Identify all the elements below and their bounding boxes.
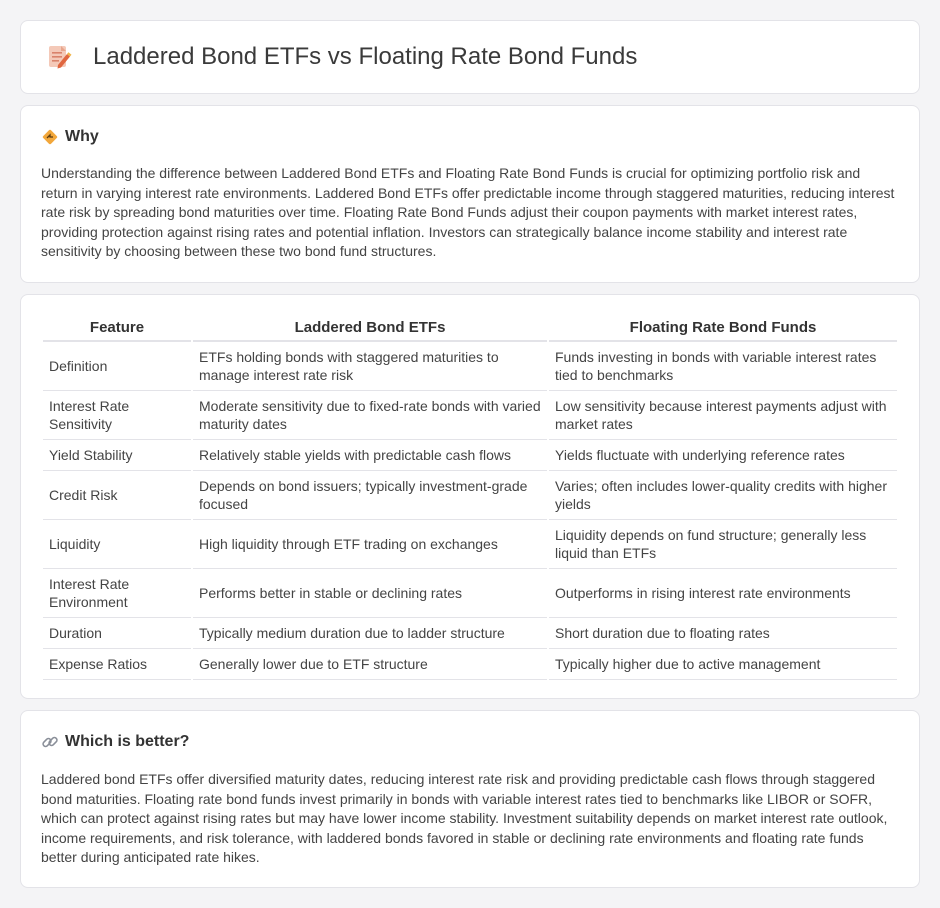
table-cell: Short duration due to floating rates xyxy=(549,618,897,649)
table-row xyxy=(43,342,897,391)
why-section xyxy=(20,105,920,283)
diamond-sign-icon xyxy=(41,128,59,146)
table-cell: Yield Stability xyxy=(43,440,191,471)
table-cell: Low sensitivity because interest payments adjust with market rates xyxy=(549,391,897,440)
table-cell: Relatively stable yields with predictable cash flows xyxy=(193,440,547,471)
comparison-table xyxy=(41,315,899,680)
column-header: Laddered Bond ETFs xyxy=(193,315,547,342)
which-is-better-section xyxy=(20,710,920,888)
table-cell: Typically medium duration due to ladder structure xyxy=(193,618,547,649)
table-row xyxy=(43,440,897,471)
table-cell: Depends on bond issuers; typically investment-grade focused xyxy=(193,471,547,520)
table-cell: Performs better in stable or declining rates xyxy=(193,569,547,618)
why-text: Understanding the difference between Laddered Bond ETFs and Floating Rate Bond Funds is crucial for optimizing portfolio risk and return in varying interest rate environments. Laddered Bond ETFs offer predictable income through staggered maturities, reducing interest rate risk by spreading bond maturities over time. Floating Rate Bond Funds adjust their coupon payments with market interest rates, providing protection against rising rates and potential inflation. Investors can strategically balance income stability and interest rate sensitivity by choosing between these two bond fund structures. xyxy=(41,165,895,260)
header-card xyxy=(20,20,920,94)
comparison-table-card xyxy=(20,294,920,699)
table-cell: Moderate sensitivity due to fixed-rate bonds with varied maturity dates xyxy=(193,391,547,440)
table-row xyxy=(43,471,897,520)
table-cell: ETFs holding bonds with staggered maturities to manage interest rate risk xyxy=(193,342,547,391)
table-cell: Yields fluctuate with underlying reference rates xyxy=(549,440,897,471)
section-title: Which is better? xyxy=(65,733,190,750)
better-text: Laddered bond ETFs offer diversified maturity dates, reducing interest rate risk and providing predictable cash flows through staggered bond maturities. Floating rate bond funds invest primarily in bonds with variable interest rates tied to benchmarks like LIBOR or SOFR, which can protect against rising rates but may have lower income stability. Investment suitability depends on market interest rate outlook, income requirements, and risk tolerance, with laddered bonds favored in stable or declining rate environments and floating rate funds better during anticipated rate hikes. xyxy=(41,771,888,866)
table-cell: Interest Rate Environment xyxy=(43,569,191,618)
table-row xyxy=(43,649,897,680)
table-cell: Liquidity depends on fund structure; generally less liquid than ETFs xyxy=(549,520,897,569)
table-cell: Definition xyxy=(43,342,191,391)
page-title: Laddered Bond ETFs vs Floating Rate Bond Funds xyxy=(93,43,638,70)
table-header-row xyxy=(43,315,897,342)
table-cell: Liquidity xyxy=(43,520,191,569)
table-cell: Outperforms in rising interest rate environments xyxy=(549,569,897,618)
document-pencil-icon xyxy=(45,43,73,71)
table-cell: Varies; often includes lower-quality credits with higher yields xyxy=(549,471,897,520)
table-cell: Interest Rate Sensitivity xyxy=(43,391,191,440)
better-heading xyxy=(41,733,899,751)
table-cell: Funds investing in bonds with variable interest rates tied to benchmarks xyxy=(549,342,897,391)
column-header: Floating Rate Bond Funds xyxy=(549,315,897,342)
link-icon xyxy=(41,733,59,751)
table-cell: Typically higher due to active management xyxy=(549,649,897,680)
column-header: Feature xyxy=(43,315,191,342)
table-row xyxy=(43,569,897,618)
table-cell: Duration xyxy=(43,618,191,649)
table-row xyxy=(43,520,897,569)
table-cell: High liquidity through ETF trading on exchanges xyxy=(193,520,547,569)
table-cell: Expense Ratios xyxy=(43,649,191,680)
table-row xyxy=(43,391,897,440)
table-cell: Credit Risk xyxy=(43,471,191,520)
why-heading xyxy=(41,128,899,146)
table-cell: Generally lower due to ETF structure xyxy=(193,649,547,680)
section-title: Why xyxy=(65,128,99,145)
table-row xyxy=(43,618,897,649)
